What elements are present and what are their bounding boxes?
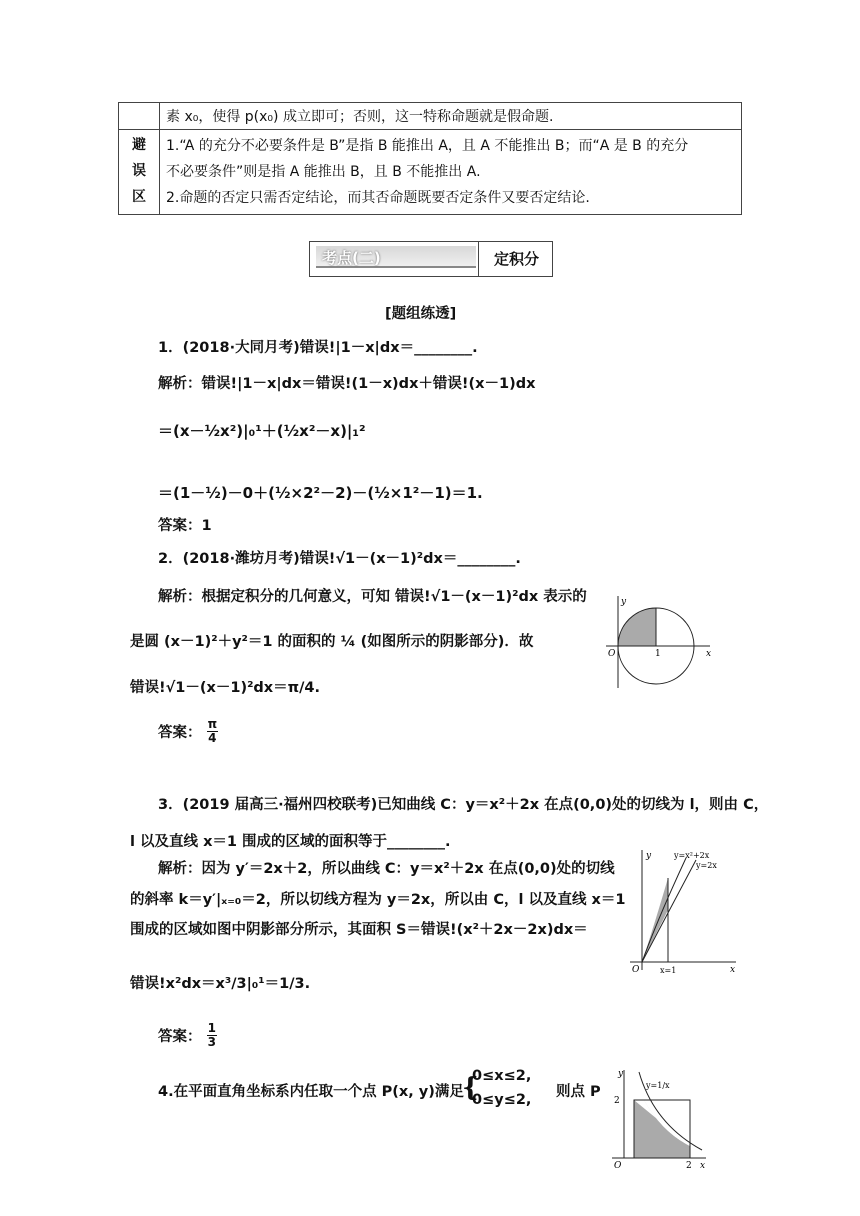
q1-stem: 1．(2018·大同月考)错误!|1－x|dx＝________. xyxy=(158,340,478,356)
q3-solution-line-2: 的斜率 k＝y′|ₓ₌₀＝2，所以切线方程为 y＝2x，所以由 C，l 以及直线 x＝1 xyxy=(130,892,626,908)
subheading: [题组练透] xyxy=(385,306,457,322)
q2-answer-label: 答案： xyxy=(158,725,202,741)
q1-answer-value: 1 xyxy=(201,518,212,534)
q2-shaded-region xyxy=(618,608,656,646)
side-label-3: 区 xyxy=(132,189,146,205)
q1-solution-line-1: 解析：错误!|1－x|dx＝错误!(1－x)dx＋错误!(x－1)dx xyxy=(158,376,536,392)
q4-brace: { xyxy=(462,1073,479,1103)
q2-stem: 2．(2018·潍坊月考)错误!√1－(x－1)²dx＝________. xyxy=(158,551,521,567)
q3-answer-den: 3 xyxy=(207,1035,216,1049)
summary-table xyxy=(118,102,742,215)
q2-solution-line-1: 解析：根据定积分的几何意义，可知 错误!√1－(x－1)²dx 表示的 xyxy=(158,589,587,605)
table-row-2-line-2: 不必要条件”则是指 A 能推出 B，且 B 不能推出 A. xyxy=(166,164,481,180)
q4-stem: 4.在平面直角坐标系内任取一个点 P(x, y)满足 xyxy=(158,1084,464,1100)
q4-hyperbola-graph xyxy=(606,1066,710,1170)
q4-curve-label: y=1/x xyxy=(646,1081,670,1090)
q3-origin-label: O xyxy=(632,965,640,975)
q3-stem-line-1: 3．(2019 届高三·福州四校联考)已知曲线 C：y＝x²＋2x 在点(0,0)处的切线为 l，则由 C， xyxy=(158,797,769,813)
q3-answer-fraction xyxy=(207,1022,217,1049)
q2-origin-label: O xyxy=(608,649,616,659)
q3-vline-label: x=1 xyxy=(660,966,677,975)
side-label-2: 误 xyxy=(132,163,146,179)
q4-tick-y: 2 xyxy=(614,1096,620,1106)
q2-answer-num: π xyxy=(207,717,218,731)
q3-answer-num: 1 xyxy=(207,1021,216,1035)
section-divider xyxy=(478,242,479,276)
q3-answer xyxy=(158,1022,217,1049)
q4-condition-1: 0≤x≤2, xyxy=(472,1068,532,1084)
q3-solution-line-1: 解析：因为 y′＝2x＋2，所以曲线 C：y＝x²＋2x 在点(0,0)处的切线 xyxy=(158,861,615,877)
q1-answer-label: 答案： xyxy=(158,518,202,534)
side-label-1: 避 xyxy=(132,137,146,153)
q3-tangent-line xyxy=(642,860,696,962)
q3-answer-label: 答案： xyxy=(158,1029,202,1045)
q4-x-label: x xyxy=(700,1161,706,1170)
q2-tick-1: 1 xyxy=(655,649,661,659)
q3-stem-line-2: l 以及直线 x＝1 围成的区域的面积等于________. xyxy=(130,834,451,850)
q3-solution-line-4: 错误!x²dx＝x³/3|₀¹＝1/3. xyxy=(130,976,311,992)
section-header xyxy=(309,241,553,277)
q3-curve1-label: y=x²+2x xyxy=(674,851,710,860)
q2-circle-graph xyxy=(600,590,720,690)
q4-condition-2: 0≤y≤2, xyxy=(472,1092,532,1108)
table-row-1: 素 x₀，使得 p(x₀) 成立即可；否则，这一特称命题就是假命题. xyxy=(160,103,742,130)
q3-tangent-graph xyxy=(624,846,742,978)
table-row-2 xyxy=(160,130,742,215)
q2-y-label: y xyxy=(621,597,627,607)
table-row-2-line-1: 1.“A 的充分不必要条件是 B”是指 B 能推出 A，且 A 不能推出 B；而“A 是 B 的充分 xyxy=(166,138,689,154)
q3-solution-line-3: 围成的区域如图中阴影部分所示，其面积 S＝错误!(x²＋2x－2x)dx＝ xyxy=(130,922,588,938)
section-title: 定积分 xyxy=(494,250,540,268)
q3-x-label: x xyxy=(730,965,736,975)
table-row-3: 2.命题的否定只需否定结论，而其否命题既要否定条件又要否定结论. xyxy=(166,190,590,206)
q3-y-label: y xyxy=(646,851,652,861)
q1-answer xyxy=(158,514,212,535)
q2-x-label: x xyxy=(706,649,712,659)
q4-tick-x: 2 xyxy=(686,1161,692,1170)
q4-y-label: y xyxy=(618,1069,624,1079)
q2-answer-fraction xyxy=(207,718,219,745)
q1-solution-line-2: ＝(x－½x²)|₀¹＋(½x²－x)|₁² xyxy=(158,422,366,440)
q2-solution-line-3: 错误!√1－(x－1)²dx＝π/4. xyxy=(130,680,321,696)
section-tag: 考点(二) xyxy=(322,249,381,267)
q4-origin-label: O xyxy=(614,1161,622,1170)
q4-stem-tail: 则点 P xyxy=(556,1084,601,1100)
q2-answer-den: 4 xyxy=(208,731,217,745)
q2-answer xyxy=(158,718,218,745)
q2-solution-line-2: 是圆 (x－1)²＋y²＝1 的面积的 ¼ (如图所示的阴影部分)．故 xyxy=(130,634,534,650)
side-label-cell xyxy=(119,130,160,215)
table-empty-cell xyxy=(119,103,160,130)
q1-solution-line-3: ＝(1－½)－0＋(½×2²－2)－(½×1²－1)＝1. xyxy=(158,484,483,502)
q3-curve2-label: y=2x xyxy=(696,861,717,870)
